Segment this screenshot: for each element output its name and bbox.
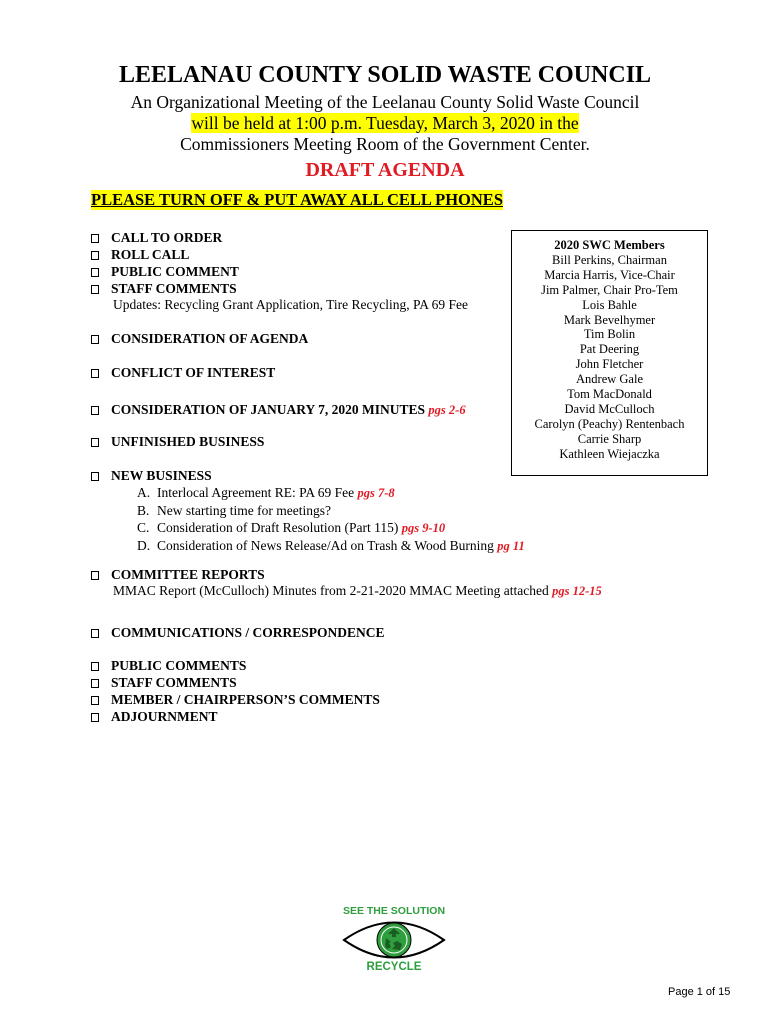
checkbox-icon [91, 472, 99, 481]
checkbox-icon [91, 406, 99, 415]
checkbox-icon [91, 335, 99, 344]
agenda-item-staff-comments-2: STAFF COMMENTS [91, 674, 237, 691]
member-name: Carrie Sharp [577, 431, 642, 446]
agenda-item-minutes: CONSIDERATION OF JANUARY 7, 2020 MINUTES pgs 2-6 [91, 401, 466, 419]
member-name: Kathleen Wiejaczka [559, 446, 660, 461]
checkbox-icon [91, 438, 99, 447]
cell-phone-notice: PLEASE TURN OFF & PUT AWAY ALL CELL PHONES [91, 190, 503, 209]
checkbox-icon [91, 713, 99, 722]
member-name: Carolyn (Peachy) Rentenbach [534, 416, 685, 431]
agenda-item-new-business: NEW BUSINESS [91, 467, 212, 484]
member-name: John Fletcher [575, 357, 644, 372]
list-item: C. Consideration of Draft Resolution (Part 115) pgs 9-10 [137, 520, 446, 535]
members-title: 2020 SWC Members [554, 238, 665, 252]
agenda-item-staff-comments: STAFF COMMENTS [91, 280, 237, 297]
member-name: Andrew Gale [576, 372, 643, 387]
staff-updates: Updates: Recycling Grant Application, Tire Recycling, PA 69 Fee [113, 297, 468, 312]
draft-agenda-heading: DRAFT AGENDA [305, 159, 465, 181]
agenda-item-unfinished-business: UNFINISHED BUSINESS [91, 433, 264, 450]
logo-bottom-text: RECYCLE [366, 961, 422, 973]
agenda-item-public-comments: PUBLIC COMMENTS [91, 657, 246, 674]
agenda-item-call-to-order: CALL TO ORDER [91, 229, 222, 246]
member-name: Marcia Harris, Vice-Chair [544, 267, 675, 282]
checkbox-icon [91, 696, 99, 705]
checkbox-icon [91, 268, 99, 277]
checkbox-icon [91, 662, 99, 671]
list-item: B. New starting time for meetings? [137, 503, 331, 518]
checkbox-icon [91, 369, 99, 378]
committee-report-text: MMAC Report (McCulloch) Minutes from 2-21-2020 MMAC Meeting attached pgs 12-15 [113, 583, 602, 598]
list-item: D. Consideration of News Release/Ad on Trash & Wood Burning pg 11 [137, 538, 525, 553]
member-name: Bill Perkins, Chairman [552, 252, 667, 267]
checkbox-icon [91, 285, 99, 294]
checkbox-icon [91, 679, 99, 688]
member-name: Mark Bevelhymer [563, 312, 656, 327]
agenda-item-committee-reports: COMMITTEE REPORTS [91, 566, 265, 583]
agenda-item-public-comment: PUBLIC COMMENT [91, 263, 239, 280]
agenda-item-member-comments: MEMBER / CHAIRPERSON’S COMMENTS [91, 691, 380, 708]
checkbox-icon [91, 251, 99, 260]
recycle-logo [330, 900, 458, 980]
member-name: Jim Palmer, Chair Pro-Tem [541, 282, 678, 297]
agenda-item-communications: COMMUNICATIONS / CORRESPONDENCE [91, 624, 385, 641]
members-box [511, 230, 708, 476]
meeting-line-3: Commissioners Meeting Room of the Government Center. [180, 134, 590, 154]
agenda-item-adjournment: ADJOURNMENT [91, 708, 218, 725]
member-name: Tim Bolin [583, 327, 636, 342]
member-name: David McCulloch [564, 401, 655, 416]
council-title: LEELANAU COUNTY SOLID WASTE COUNCIL [118, 62, 652, 88]
checkbox-icon [91, 629, 99, 638]
new-business-list [137, 484, 525, 555]
checkbox-icon [91, 571, 99, 580]
member-name: Lois Bahle [582, 297, 637, 312]
meeting-line-1: An Organizational Meeting of the Leelanau County Solid Waste Council [130, 92, 640, 112]
member-name: Pat Deering [579, 342, 640, 357]
minutes-page-ref: pgs 2-6 [428, 403, 466, 417]
agenda-item-conflict-of-interest: CONFLICT OF INTEREST [91, 364, 275, 381]
member-name: Tom MacDonald [567, 387, 652, 402]
agenda-item-roll-call: ROLL CALL [91, 246, 189, 263]
logo-top-text: SEE THE SOLUTION [342, 905, 446, 917]
checkbox-icon [91, 234, 99, 243]
meeting-time-highlight: will be held at 1:00 p.m. Tuesday, March 3, 2020 in the [191, 113, 579, 133]
committee-page-ref: pgs 12-15 [552, 584, 602, 598]
agenda-item-consideration-of-agenda: CONSIDERATION OF AGENDA [91, 330, 308, 347]
list-item: A. Interlocal Agreement RE: PA 69 Fee pgs 7-8 [137, 485, 395, 500]
page-number: Page 1 of 15 [668, 986, 731, 998]
